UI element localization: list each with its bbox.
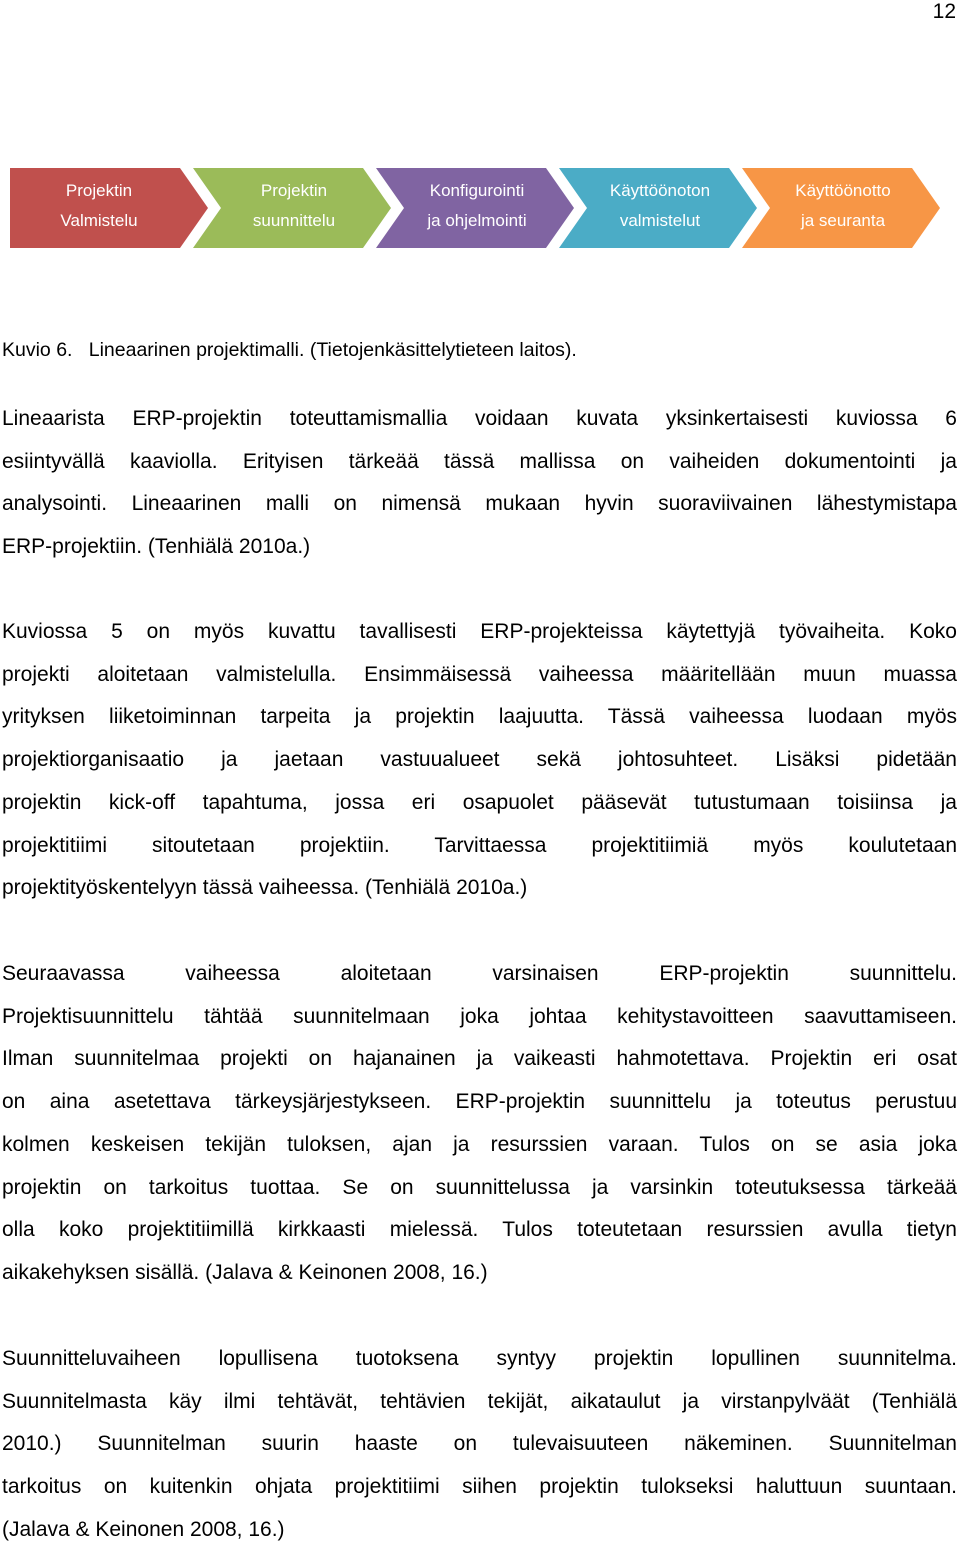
paragraph-line: Projektisuunnittelu tähtää suunnitelmaan joka johtaa kehitystavoitteen saavuttamiseen. xyxy=(2,1004,957,1028)
page-number: 12 xyxy=(932,0,956,23)
process-step-label: Käyttöönoton xyxy=(609,181,711,200)
process-step xyxy=(742,168,940,248)
paragraph-line: projektitiimi sitoutetaan projektiin. Tarvittaessa projektitiimiä myös koulutetaan xyxy=(2,833,957,857)
process-step-label: Konfigurointi xyxy=(429,181,525,200)
process-step-label: Projektin xyxy=(260,181,328,200)
paragraph-line: Suunnitelmasta käy ilmi tehtävät, tehtävien tekijät, aikataulut ja virstanpylväät (Tenhiälä xyxy=(2,1389,957,1413)
process-step-label: valmistelut xyxy=(619,211,701,230)
caption-label: Kuvio 6. xyxy=(2,339,73,361)
paragraph-line: projekti aloitetaan valmistelulla. Ensimmäisessä vaiheessa määritellään muun muassa xyxy=(2,662,957,686)
paragraph-3 xyxy=(2,953,957,1295)
process-step-label: Valmistelu xyxy=(60,211,138,230)
caption-text: Lineaarinen projektimalli. (Tietojenkäsittelytieteen laitos). xyxy=(88,339,577,361)
paragraph-line: projektiorganisaatio ja jaetaan vastuualueet sekä johtosuhteet. Lisäksi pidetään xyxy=(2,748,957,772)
process-step xyxy=(10,168,208,248)
paragraph-line: ERP-projektiin. (Tenhiälä 2010a.) xyxy=(2,535,311,559)
process-step xyxy=(559,168,757,248)
process-step xyxy=(193,168,391,248)
paragraph-line: Suunnitteluvaiheen lopullisena tuotoksena syntyy projektin lopullinen suunnitelma. xyxy=(2,1347,957,1370)
paragraph-line: Ilman suunnitelmaa projekti on hajanainen ja vaikeasti hahmotettava. Projektin eri osat xyxy=(2,1047,957,1071)
paragraph-line: tarkoitus on kuitenkin ohjata projektitiimi siihen projektin tulokseksi haluttuun suuntaan. xyxy=(2,1475,957,1499)
paragraph-2 xyxy=(2,611,957,910)
process-step-shape xyxy=(193,168,391,248)
paragraph-line: olla koko projektitiimillä kirkkaasti mielessä. Tulos toteutetaan resurssien avulla tietyn xyxy=(2,1218,957,1242)
process-step xyxy=(376,168,574,248)
paragraph-line: 2010.) Suunnitelman suurin haaste on tulevaisuuteen näkeminen. Suunnitelman xyxy=(2,1432,957,1456)
process-step-shape xyxy=(376,168,574,248)
paragraph-line: analysointi. Lineaarinen malli on nimensä mukaan hyvin suoraviivainen lähestymistapa xyxy=(2,492,957,516)
process-step-label: ja ohjelmointi xyxy=(427,211,527,230)
process-step-label: suunnittelu xyxy=(252,211,336,230)
paragraph-1 xyxy=(2,398,957,569)
process-step-shape xyxy=(10,168,208,248)
process-step-label: ja seuranta xyxy=(800,211,886,230)
paragraph-4 xyxy=(2,1338,957,1552)
paragraph-line: aikakehyksen sisällä. (Jalava & Keinonen 2008, 16.) xyxy=(2,1260,488,1284)
paragraph-line: on aina asetettava tärkeysjärjestykseen. ERP-projektin suunnittelu ja toteutus perustuu xyxy=(2,1090,957,1114)
process-step-shape xyxy=(742,168,940,248)
paragraph-line: (Jalava & Keinonen 2008, 16.) xyxy=(2,1517,285,1541)
paragraph-line: projektityöskentelyyn tässä vaiheessa. (Tenhiälä 2010a.) xyxy=(2,876,528,900)
paragraph-line: projektin kick-off tapahtuma, jossa eri osapuolet pääsevät tutustumaan toisiinsa ja xyxy=(2,790,957,814)
paragraph-line: Lineaarista ERP-projektin toteuttamismallia voidaan kuvata yksinkertaisesti kuviossa 6 xyxy=(2,407,957,430)
process-step-shape xyxy=(559,168,757,248)
process-flow-diagram xyxy=(10,166,940,252)
paragraph-line: yrityksen liiketoiminnan tarpeita ja projektin laajuutta. Tässä vaiheessa luodaan myös xyxy=(2,705,957,729)
process-step-label: Käyttöönotto xyxy=(795,181,891,200)
paragraph-line: projektin on tarkoitus tuottaa. Se on suunnittelussa ja varsinkin toteutuksessa tärkeää xyxy=(2,1175,957,1199)
paragraph-line: Kuviossa 5 on myös kuvattu tavallisesti ERP-projekteissa käytettyjä työvaiheita. Koko xyxy=(2,620,957,643)
paragraph-line: esiintyvällä kaaviolla. Erityisen tärkeää tässä mallissa on vaiheiden dokumentointi ja xyxy=(2,449,957,473)
paragraph-line: kolmen keskeisen tekijän tuloksen, ajan ja resurssien varaan. Tulos on se asia joka xyxy=(2,1132,957,1156)
process-step-label: Projektin xyxy=(65,181,133,200)
figure-caption xyxy=(2,336,577,364)
paragraph-line: Seuraavassa vaiheessa aloitetaan varsinaisen ERP-projektin suunnittelu. xyxy=(2,962,957,985)
